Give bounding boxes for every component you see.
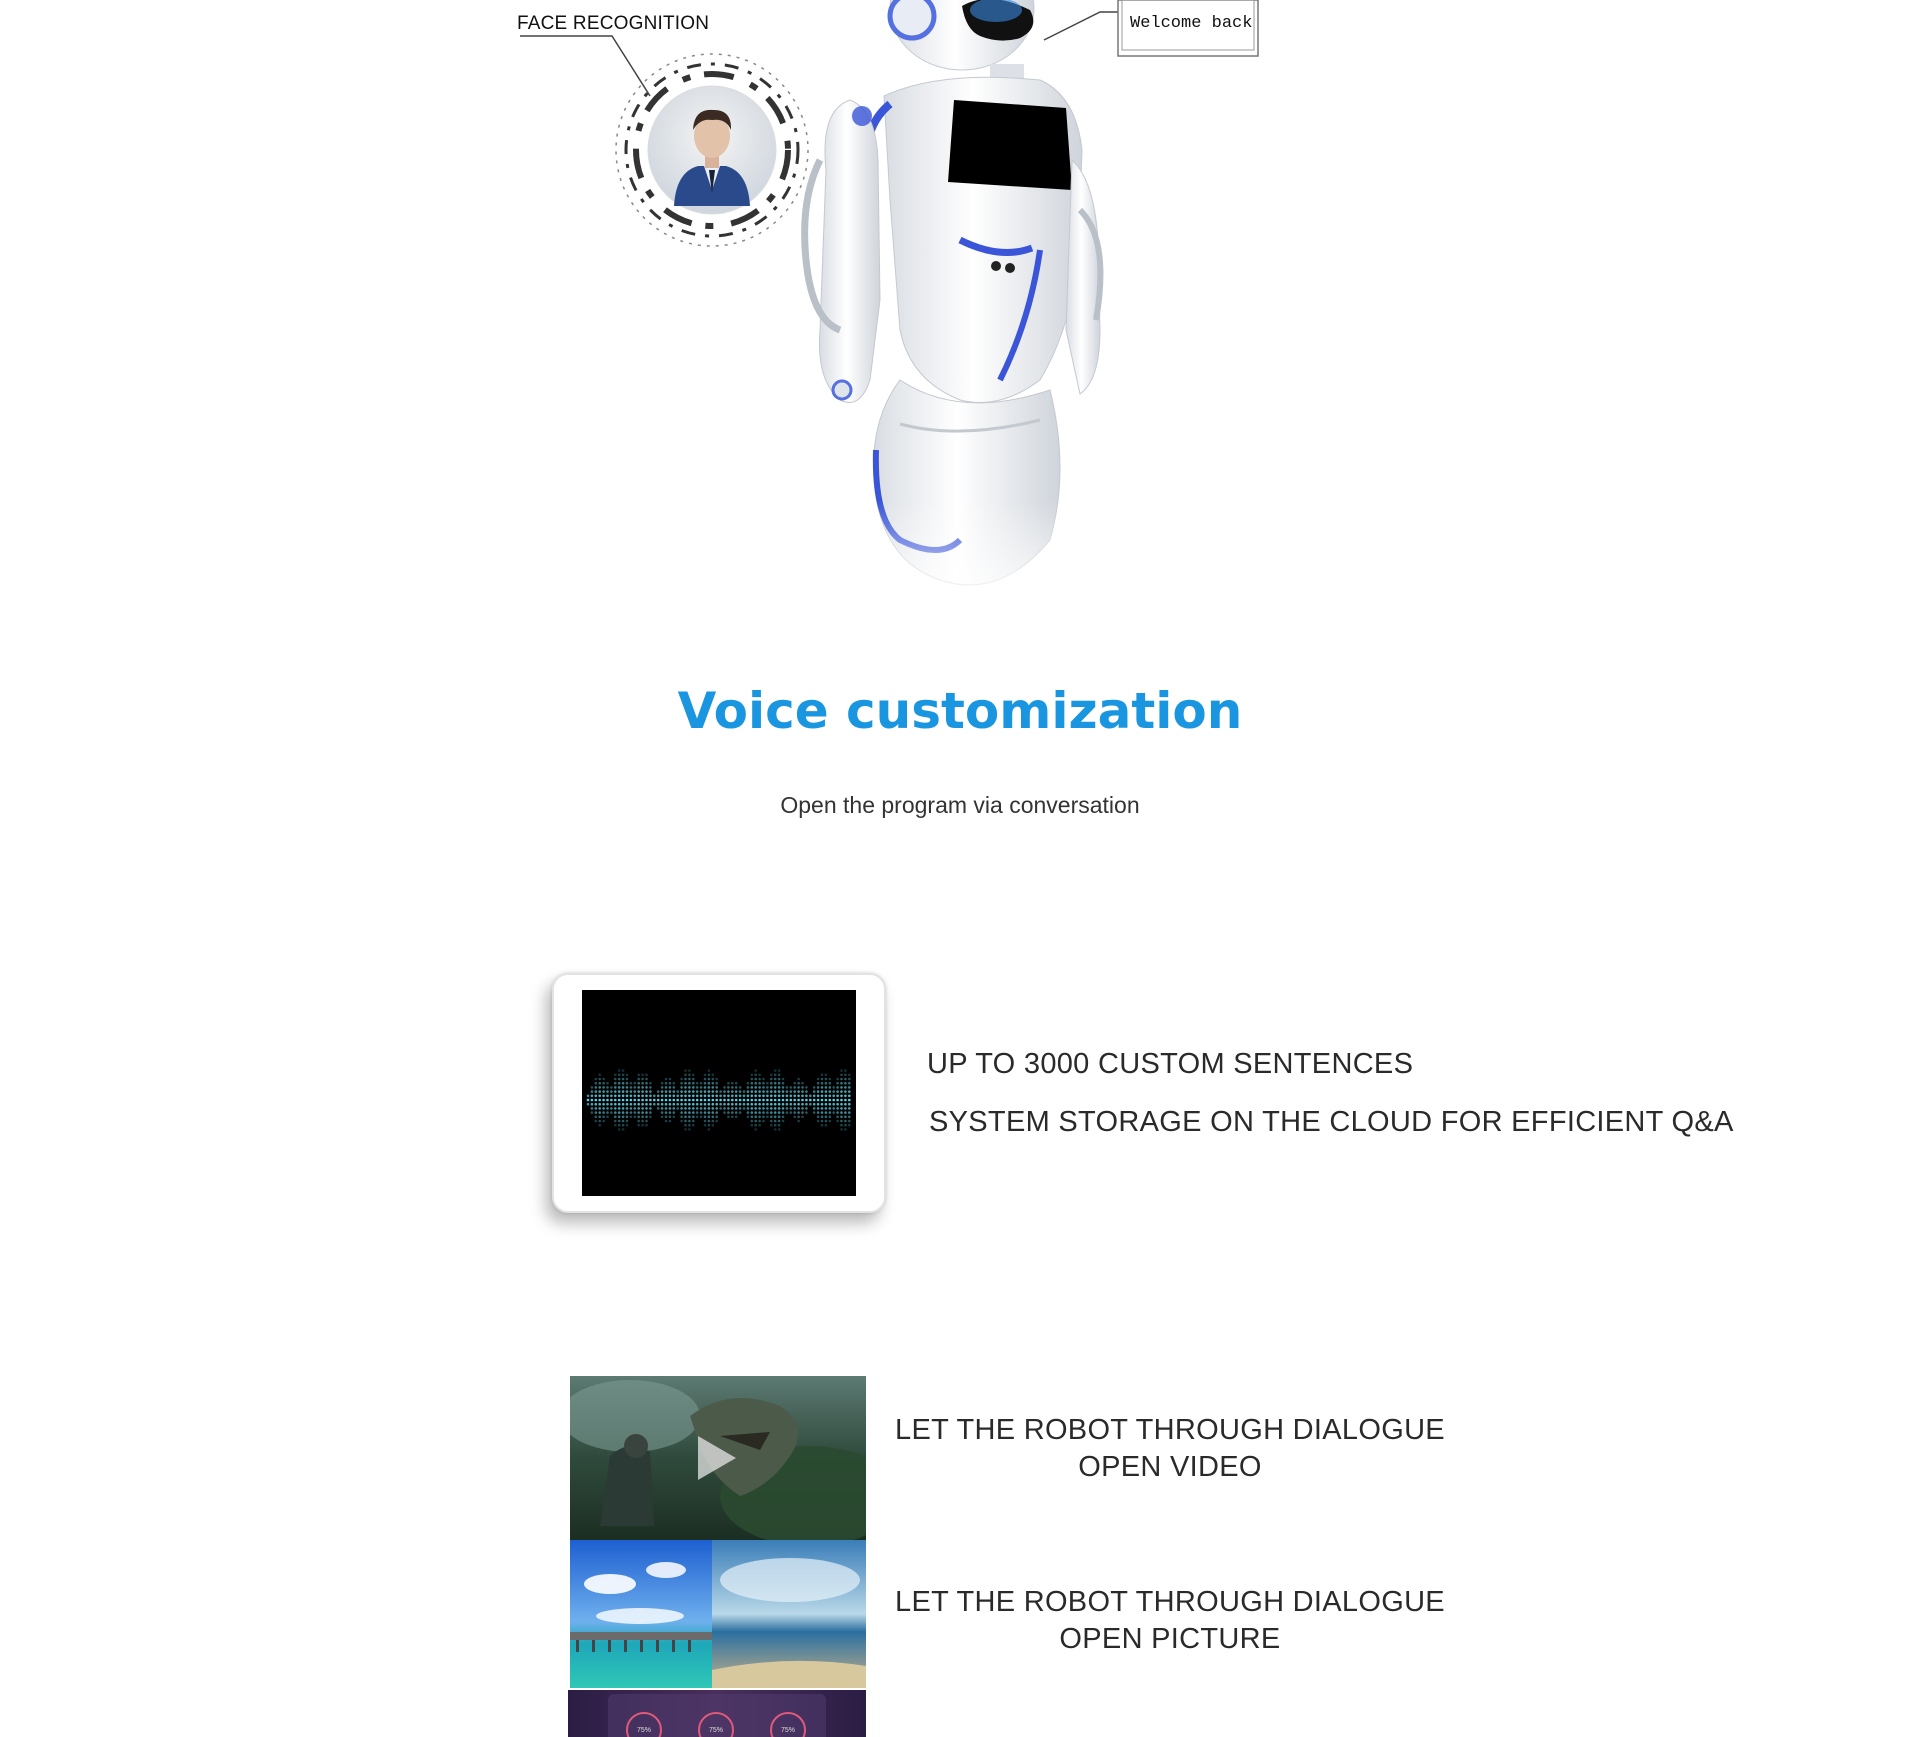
face-ring bbox=[616, 54, 808, 246]
face-callout-line bbox=[520, 36, 650, 96]
voice-customization-subtitle: Open the program via conversation bbox=[780, 792, 1140, 818]
audio-waveform bbox=[582, 990, 856, 1196]
robot-chest-screen bbox=[948, 100, 1072, 190]
tablet-screen bbox=[582, 990, 856, 1196]
dialogue-picture-line1: LET THE ROBOT THROUGH DIALOGUE bbox=[895, 1586, 1445, 1618]
video-thumbnail bbox=[570, 1376, 866, 1540]
feature-cloud-storage: SYSTEM STORAGE ON THE CLOUD FOR EFFICIENT Q&A bbox=[929, 1106, 1734, 1138]
dialogue-picture-line2: OPEN PICTURE bbox=[1059, 1623, 1281, 1655]
gauge-3: 75% bbox=[770, 1712, 806, 1737]
face-recognition-label: FACE RECOGNITION bbox=[517, 13, 710, 34]
gauge-1: 75% bbox=[626, 1712, 662, 1737]
app-thumbnail bbox=[568, 1690, 866, 1737]
dialogue-video-line1: LET THE ROBOT THROUGH DIALOGUE bbox=[895, 1414, 1445, 1446]
voice-customization-title: Voice customization bbox=[677, 682, 1243, 740]
welcome-back-label: Welcome back bbox=[1130, 14, 1253, 33]
dialogue-open-video bbox=[870, 1412, 1470, 1486]
tablet-device bbox=[552, 973, 886, 1213]
robot-head bbox=[890, 0, 1034, 70]
welcome-callout-line bbox=[1044, 12, 1118, 40]
robot-illustration bbox=[0, 0, 1920, 620]
robot-left-arm bbox=[819, 100, 880, 403]
robot-hero bbox=[0, 0, 1920, 620]
gauge-2: 75% bbox=[698, 1712, 734, 1737]
picture-thumbnail bbox=[570, 1540, 866, 1688]
dialogue-video-line2: OPEN VIDEO bbox=[1078, 1451, 1262, 1483]
dialogue-open-picture bbox=[870, 1584, 1470, 1658]
feature-custom-sentences: UP TO 3000 CUSTOM SENTENCES bbox=[927, 1048, 1414, 1080]
